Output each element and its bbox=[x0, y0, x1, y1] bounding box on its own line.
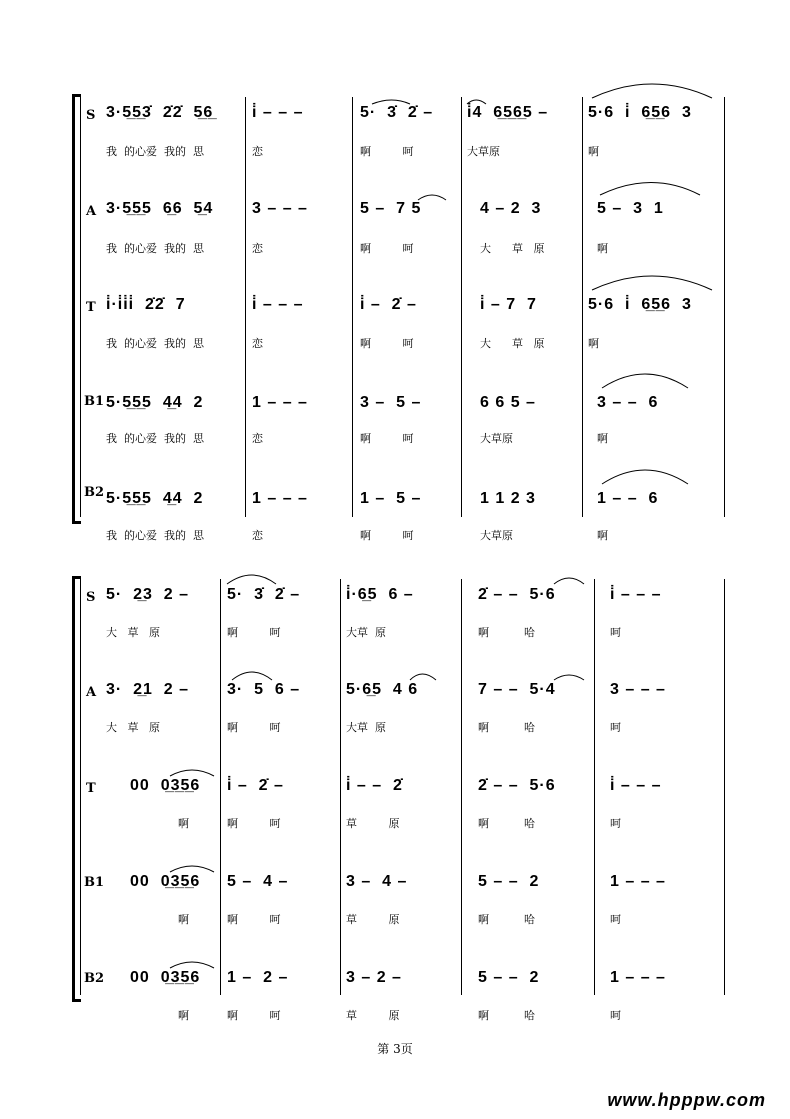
lyric: 草 原 bbox=[346, 817, 400, 830]
notes-m2: i̇ – 2̇ – bbox=[227, 777, 284, 794]
slur bbox=[410, 674, 436, 680]
lyric: 大 草 原 bbox=[106, 721, 160, 734]
notes-m3: 3 – 2 – bbox=[346, 969, 402, 986]
notes-m5: 5·6 i̇ 6̲5̲6 3 bbox=[588, 296, 692, 313]
notes-m3: i̇ – – 2̇ bbox=[346, 777, 403, 794]
notes-m3: 3 – 4 – bbox=[346, 873, 408, 890]
notes-m1: 00 0̲3̲5̲6 bbox=[130, 969, 201, 986]
lyric: 啊 呵 bbox=[360, 145, 414, 158]
lyric: 呵 bbox=[610, 817, 621, 830]
notes-m5: 3 – – 6 bbox=[597, 394, 659, 411]
slur bbox=[372, 100, 410, 104]
lyric: 啊 呵 bbox=[360, 432, 414, 445]
lyric: 大 草 原 bbox=[480, 242, 545, 255]
notes-m1: 5· 2̲3 2 – bbox=[106, 586, 190, 603]
lyric: 草 原 bbox=[346, 913, 400, 926]
lyric: 呵 bbox=[610, 1009, 621, 1022]
part-label-a: A bbox=[86, 685, 97, 700]
notes-m4: i̇4 6̲5̲6̲5 – bbox=[467, 104, 549, 121]
notes-m2: 1 – – – bbox=[252, 394, 308, 411]
lyric: 我 的心爱 我的 思 bbox=[106, 242, 204, 255]
lyric: 恋 bbox=[252, 242, 263, 255]
notes-m5: 3 – – – bbox=[610, 681, 666, 698]
part-label-b1: B1 bbox=[84, 875, 105, 890]
part-label-t: T bbox=[86, 781, 96, 796]
lyric: 啊 呵 bbox=[227, 721, 281, 734]
notes-m5: 5·6 i̇ 6̲5̲6 3 bbox=[588, 104, 692, 121]
notes-m4: 5 – – 2 bbox=[478, 873, 540, 890]
lyric: 大草原 bbox=[480, 432, 513, 445]
notes-m1: 3· 2̲1 2 – bbox=[106, 681, 190, 698]
slur bbox=[227, 575, 276, 584]
slur bbox=[602, 470, 688, 484]
notes-m2: i̇ – – – bbox=[252, 296, 304, 313]
lyric: 啊 哈 bbox=[478, 817, 535, 830]
notes-m2: i̇ – – – bbox=[252, 104, 304, 121]
notes-m3: 5·6̲5 4 6 bbox=[346, 681, 419, 698]
notes-m5: 1 – – – bbox=[610, 969, 666, 986]
notes-m3: 5 – 7 5 bbox=[360, 200, 422, 217]
lyric: 啊 bbox=[178, 817, 189, 830]
part-label-t: T bbox=[86, 300, 96, 315]
part-label-b1: B1 bbox=[84, 394, 105, 409]
part-label-a: A bbox=[86, 204, 97, 219]
lyric: 啊 哈 bbox=[478, 1009, 535, 1022]
slur bbox=[554, 675, 584, 680]
lyric: 啊 bbox=[588, 337, 599, 350]
lyric: 啊 bbox=[178, 1009, 189, 1022]
lyric: 啊 哈 bbox=[478, 721, 535, 734]
lyric: 啊 bbox=[597, 242, 608, 255]
lyric: 大草 原 bbox=[346, 721, 386, 734]
lyric: 啊 呵 bbox=[360, 337, 414, 350]
lyric: 啊 bbox=[597, 432, 608, 445]
lyric: 大草 原 bbox=[346, 626, 386, 639]
slur bbox=[592, 276, 712, 290]
lyric: 啊 呵 bbox=[227, 1009, 281, 1022]
slur bbox=[170, 770, 214, 776]
notes-m3: 3 – 5 – bbox=[360, 394, 422, 411]
notes-m1: 3·5̲5̲5 6̲6 5̲4 bbox=[106, 200, 214, 217]
part-label-s: S bbox=[86, 590, 96, 605]
notes-m2: 1 – – – bbox=[252, 490, 308, 507]
lyric: 啊 bbox=[178, 913, 189, 926]
notes-m5: i̇ – – – bbox=[610, 586, 662, 603]
slur bbox=[467, 100, 486, 104]
notes-m5: 1 – – – bbox=[610, 873, 666, 890]
notes-m4: 2̇ – – 5·6 bbox=[478, 586, 556, 603]
lyric: 恋 bbox=[252, 145, 263, 158]
notes-m1: 3·5̲5̲3̇ 2̇2̇ 5̲6̲ bbox=[106, 104, 214, 121]
slur bbox=[602, 374, 688, 388]
notes-m5: i̇ – – – bbox=[610, 777, 662, 794]
notes-m2: 3· 5 6 – bbox=[227, 681, 301, 698]
notes-m5: 1 – – 6 bbox=[597, 490, 659, 507]
notes-m4: 6 6 5 – bbox=[480, 394, 536, 411]
lyric: 我 的心爱 我的 思 bbox=[106, 337, 204, 350]
part-label-b2: B2 bbox=[84, 485, 105, 500]
lyric: 啊 哈 bbox=[478, 913, 535, 926]
notes-m1: 00 0̲3̲5̲6 bbox=[130, 873, 201, 890]
notes-m3: 1 – 5 – bbox=[360, 490, 422, 507]
notes-m1: 00 0̲3̲5̲6 bbox=[130, 777, 201, 794]
notes-m2: 5 – 4 – bbox=[227, 873, 289, 890]
slur bbox=[592, 84, 712, 98]
lyric: 呵 bbox=[610, 626, 621, 639]
notes-m1: 5·5̲5̲5 4̲4 2 bbox=[106, 394, 204, 411]
notes-m5: 5 – 3 1 bbox=[597, 200, 664, 217]
notes-m1: i̇·i̇i̇i̇ 2̇2̇ 7 bbox=[106, 296, 186, 313]
lyric: 啊 bbox=[597, 529, 608, 542]
notes-m2: 5· 3̇ 2̇ – bbox=[227, 586, 301, 603]
notes-m1: 5·5̲5̲5 4̲4 2 bbox=[106, 490, 204, 507]
lyric: 啊 呵 bbox=[227, 817, 281, 830]
part-label-b2: B2 bbox=[84, 971, 105, 986]
notes-m2: 3 – – – bbox=[252, 200, 308, 217]
lyric: 呵 bbox=[610, 721, 621, 734]
slur bbox=[232, 672, 272, 680]
lyric: 恋 bbox=[252, 529, 263, 542]
lyric: 啊 bbox=[588, 145, 599, 158]
lyric: 大 草 原 bbox=[480, 337, 545, 350]
lyric: 呵 bbox=[610, 913, 621, 926]
lyric: 啊 呵 bbox=[360, 242, 414, 255]
slur bbox=[600, 183, 700, 196]
part-label-s: S bbox=[86, 108, 96, 123]
lyric: 大 草 原 bbox=[106, 626, 160, 639]
lyric: 啊 呵 bbox=[227, 913, 281, 926]
slur bbox=[418, 195, 446, 200]
notes-m2: 1 – 2 – bbox=[227, 969, 289, 986]
notes-m3: i̇·6̲5 6 – bbox=[346, 586, 414, 603]
lyric: 恋 bbox=[252, 432, 263, 445]
slur bbox=[170, 866, 214, 872]
notes-m4: 1 1 2 3 bbox=[480, 490, 536, 507]
notes-m4: i̇ – 7 7 bbox=[480, 296, 537, 313]
lyric: 大草原 bbox=[467, 145, 500, 158]
slur bbox=[170, 962, 214, 968]
lyric: 我 的心爱 我的 思 bbox=[106, 432, 204, 445]
lyric: 我 的心爱 我的 思 bbox=[106, 145, 204, 158]
lyric: 我 的心爱 我的 思 bbox=[106, 529, 204, 542]
notes-m4: 5 – – 2 bbox=[478, 969, 540, 986]
slur bbox=[554, 578, 584, 584]
notes-m3: i̇ – 2̇ – bbox=[360, 296, 417, 313]
lyric: 啊 哈 bbox=[478, 626, 535, 639]
notes-m4: 2̇ – – 5·6 bbox=[478, 777, 556, 794]
lyric: 大草原 bbox=[480, 529, 513, 542]
notes-m4: 7 – – 5·4 bbox=[478, 681, 556, 698]
lyric: 啊 呵 bbox=[227, 626, 281, 639]
watermark: www.hpppw.com bbox=[607, 1090, 766, 1110]
lyric: 草 原 bbox=[346, 1009, 400, 1022]
page-number: 第 3页 bbox=[377, 1042, 413, 1056]
notes-m4: 4 – 2 3 bbox=[480, 200, 542, 217]
lyric: 恋 bbox=[252, 337, 263, 350]
notes-m3: 5· 3̇ 2̇ – bbox=[360, 104, 434, 121]
lyric: 啊 呵 bbox=[360, 529, 414, 542]
